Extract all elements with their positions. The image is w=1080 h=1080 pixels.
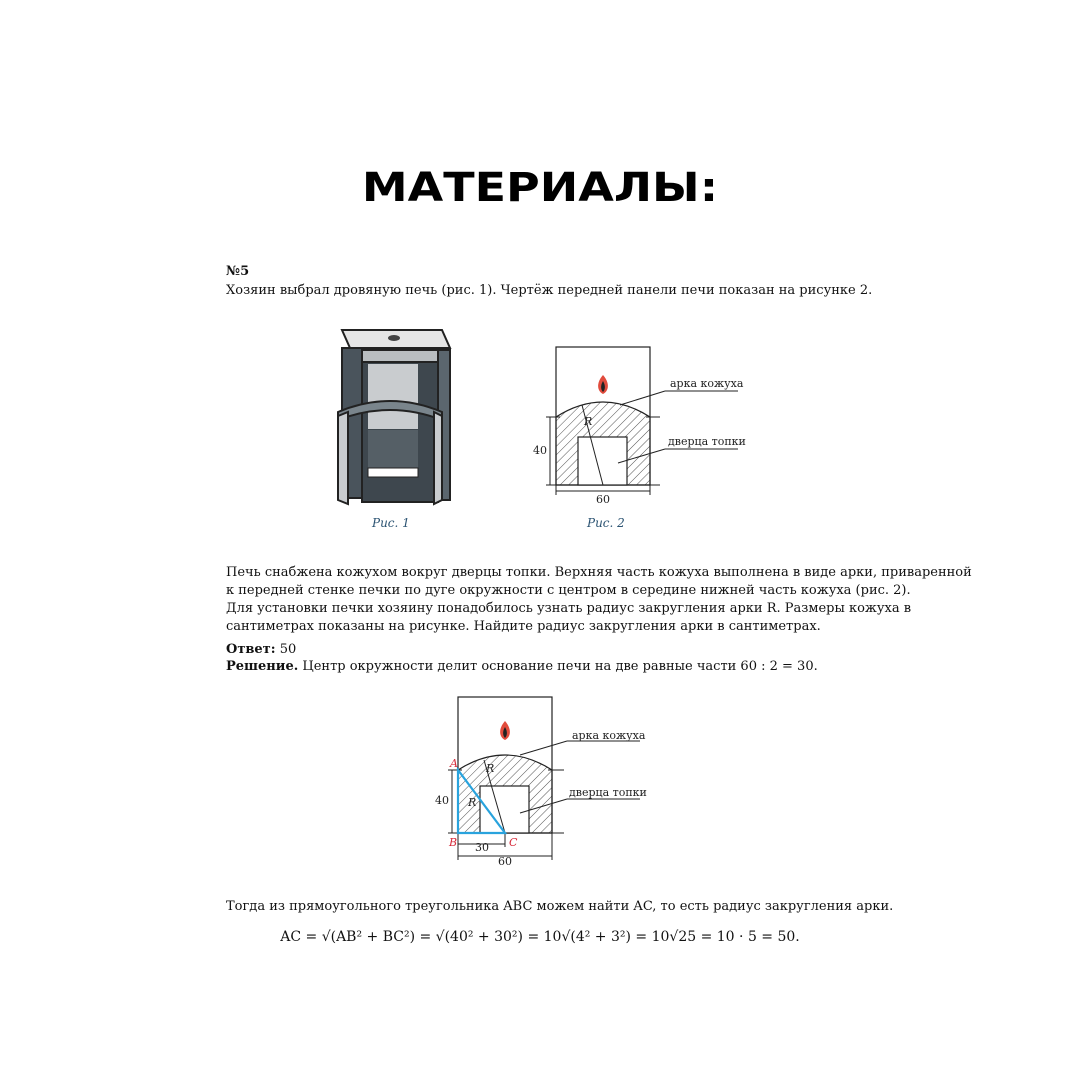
paragraph-line-1: Печь снабжена кожухом вокруг дверцы топки. Верхняя часть кожуха выполнена в виде арки, приваренной [226,565,972,580]
height-dimension: 40 [435,794,449,807]
solution-formula: AC = √(AB² + BC²) = √(40² + 30²) = 10√(4² + 3²) = 10√25 = 10 · 5 = 50. [280,929,800,945]
fig2-caption: Рис. 2 [587,516,625,530]
height-dimension: 40 [533,444,547,457]
point-a: A [450,757,458,770]
answer-line [226,641,296,659]
stove-figure [330,320,455,510]
point-b: B [449,836,458,849]
solution-line [226,658,818,676]
problem-number: №5 [226,264,250,279]
arch-label: арка кожуха [572,729,646,742]
radius-label: R [584,415,593,428]
half-width-dimension: 30 [475,841,489,854]
page-title: МАТЕРИАЛЫ: [361,165,719,211]
paragraph-line-4: сантиметрах показаны на рисунке. Найдите радиус закругления арки в сантиметрах. [226,619,821,634]
panel-drawing [530,345,745,505]
door-label: дверца топки [569,786,647,799]
paragraph-line-3: Для установки печки хозяину понадобилось узнать радиус закругления арки R. Размеры кожуха в [226,601,912,616]
width-dimension: 60 [498,855,512,868]
conclusion-text: Тогда из прямоугольного треугольника ABC можем найти AC, то есть радиус закругления арки. [226,899,894,914]
solution-drawing [432,695,647,870]
arch-label: арка кожуха [670,377,744,390]
radius-label-2: R [468,796,477,809]
radius-label-1: R [486,762,495,775]
answer-label: Ответ: [226,642,276,657]
fig1-caption: Рис. 1 [372,516,410,530]
door-label: дверца топки [668,435,746,448]
answer-value: 50 [279,642,297,657]
paragraph-line-2: к передней стенке печки по дуге окружности с центром в середине нижней часть кожуха (рис. 2). [226,583,911,598]
point-c: C [509,836,518,849]
solution-label: Решение. [226,659,299,674]
width-dimension: 60 [596,493,610,506]
problem-intro: Хозяин выбрал дровяную печь (рис. 1). Чертёж передней панели печи показан на рисунке 2. [226,283,873,298]
solution-text: Центр окружности делит основание печи на две равные части 60 : 2 = 30. [302,659,818,674]
